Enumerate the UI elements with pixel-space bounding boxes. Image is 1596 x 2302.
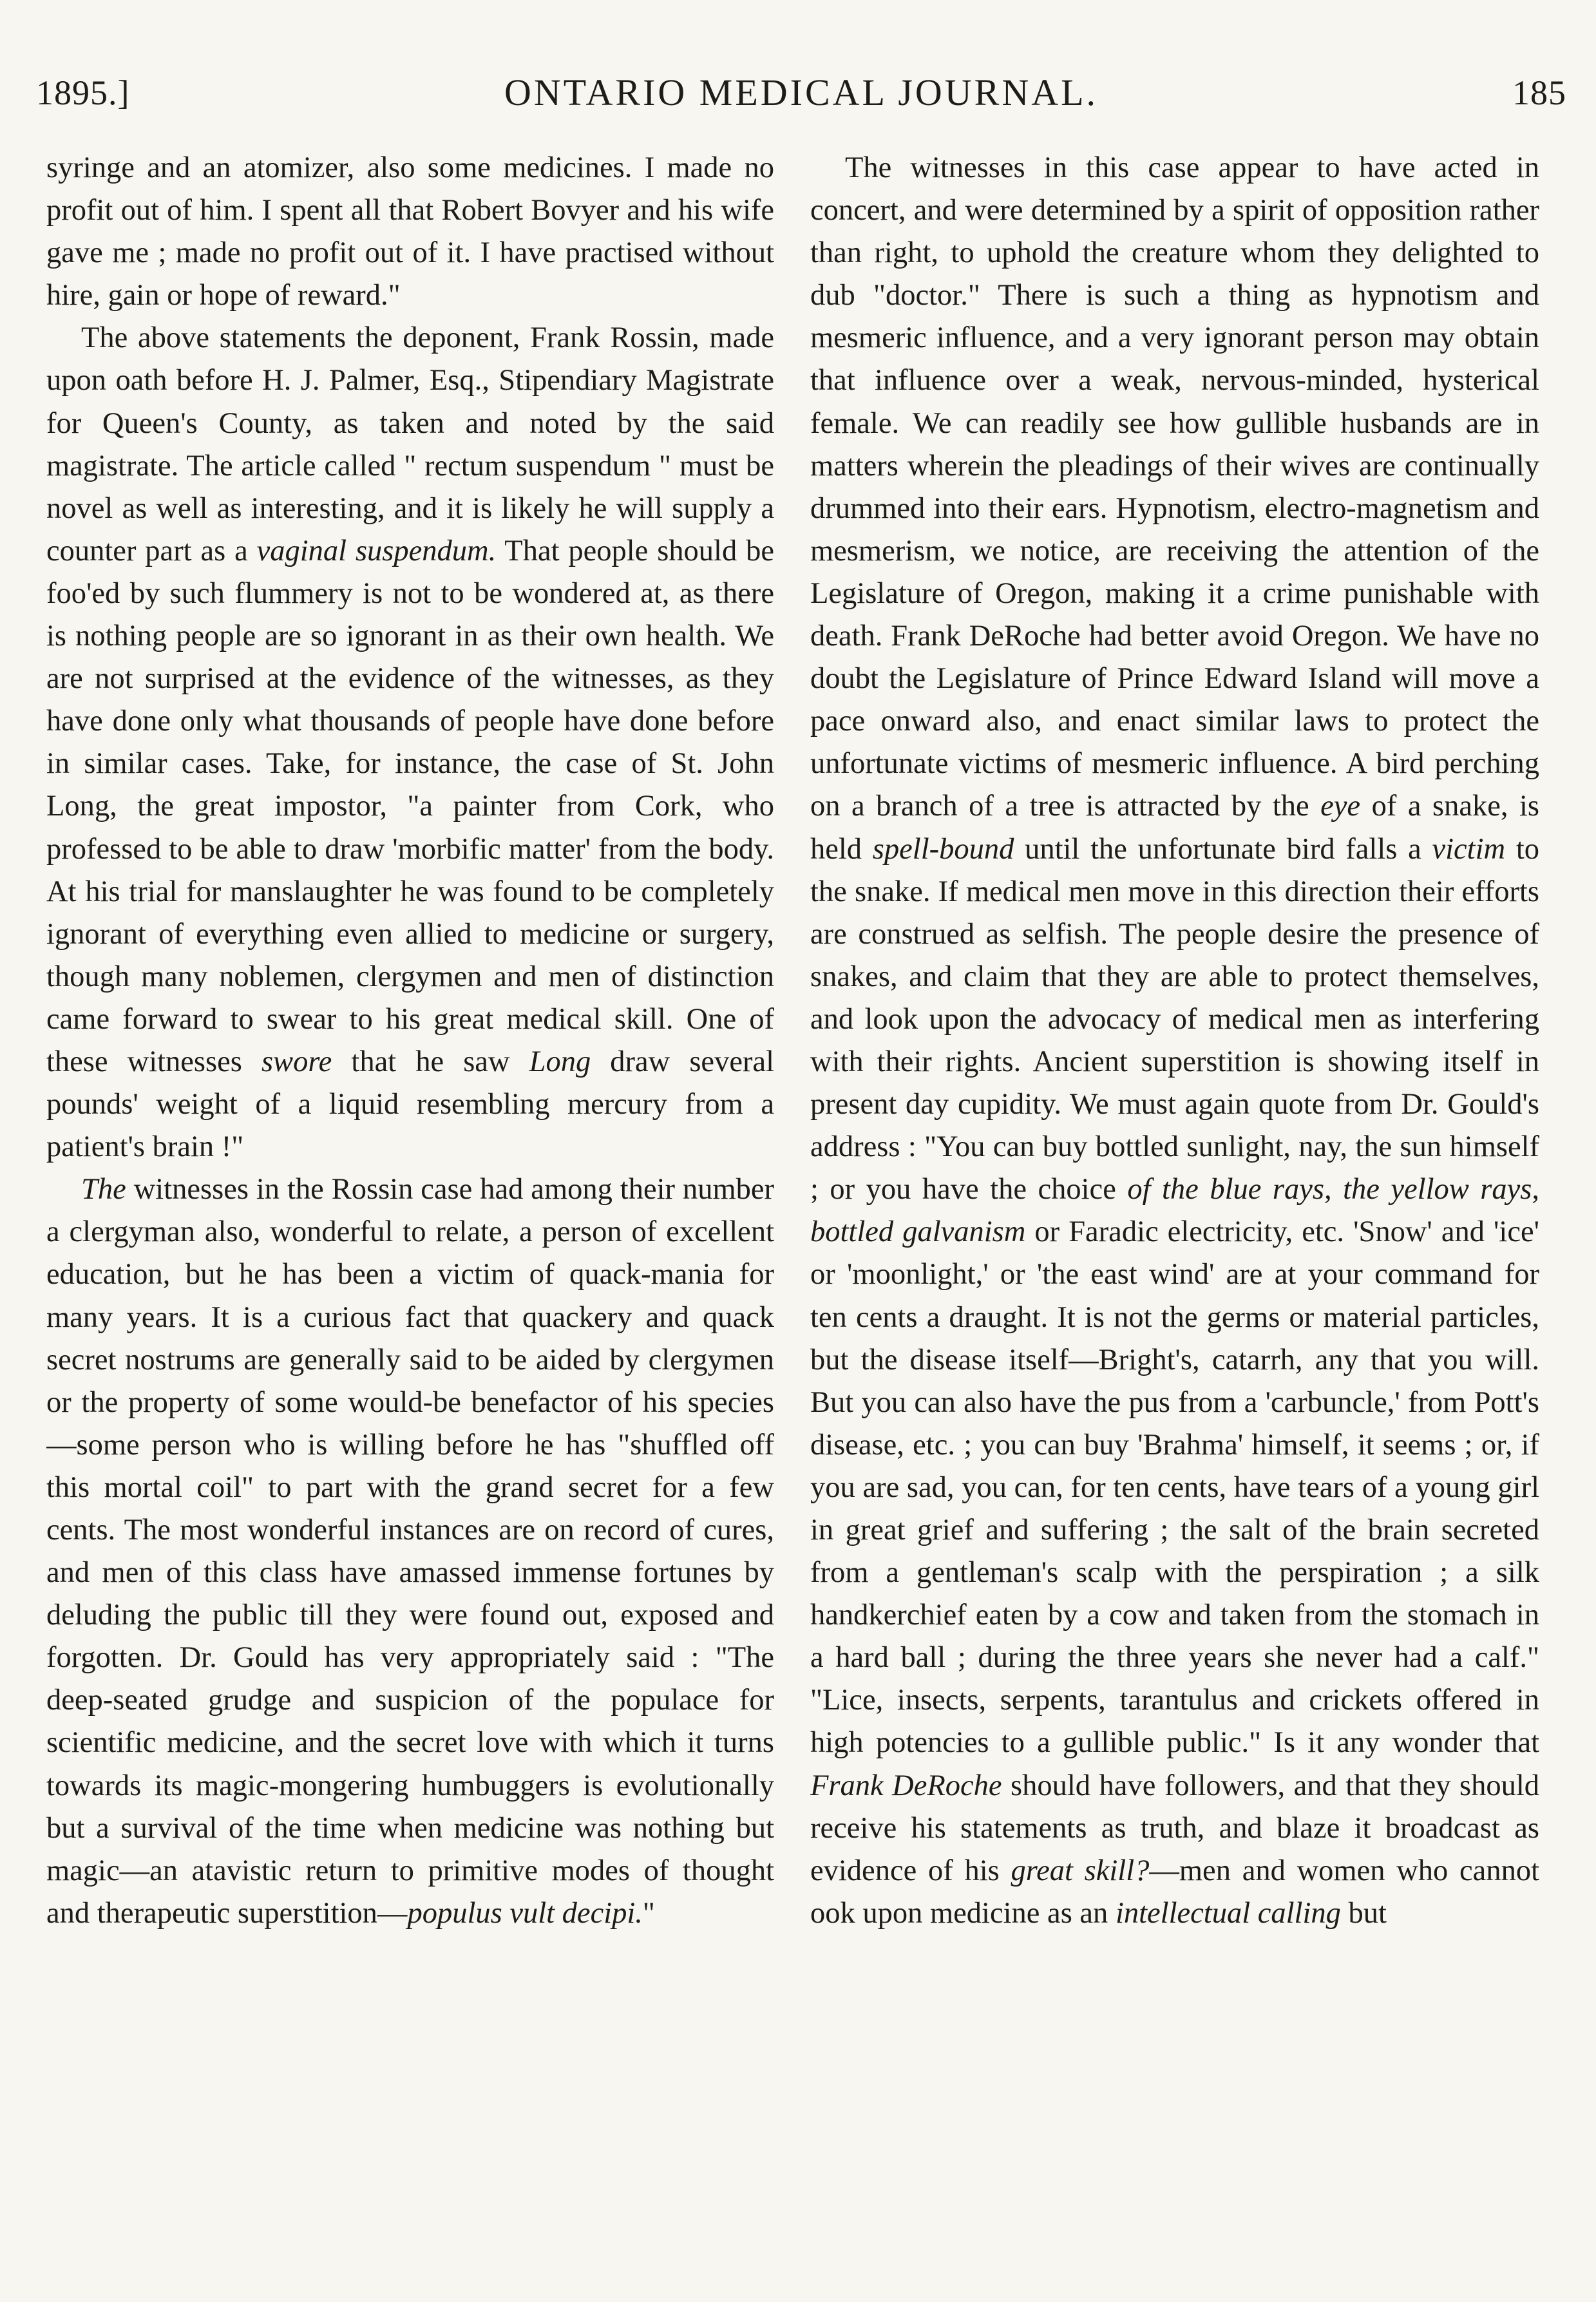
right-column xyxy=(810,147,1539,2272)
header-year: 1895.] xyxy=(36,73,130,112)
left-paragraph-2: The above statements the deponent, Frank Rossin, made upon oath before H. J. Palmer, Esq., Stipendiary Magistrate for Queen's County, as taken and noted by the said magistrate. The article called " rectum suspendum " must be novel as well as interesting, and it is likely he will supply a counter part as a vaginal suspendum. That people should be foo'ed by such flummery is not to be wondered at, as there is nothing people are so ignorant in as their own health. We are not surprised at the evidence of the witnesses, as they have done only what thousands of people have done before in similar cases. Take, for instance, the case of St. John Long, the great impostor, "a painter from Cork, who professed to be able to draw 'morbific matter' from the body. At his trial for manslaughter he was found to be completely ignorant of everything even allied to medicine or surgery, though many noblemen, clergymen and men of distinction came forward to swear to his great medical skill. One of these witnesses swore that he saw Long draw several pounds' weight of a liquid resembling mercury from a patient's brain !" xyxy=(46,321,774,1164)
left-column xyxy=(46,147,774,2272)
journal-title: ONTARIO MEDICAL JOURNAL. xyxy=(504,71,1099,113)
running-header xyxy=(36,67,1566,119)
left-paragraph-1: syringe and an atomizer, also some medicines. I made no profit out of him. I spent all that Robert Bovyer and his wife gave me ; made no profit out of it. I have practised without hire, gain or hope of reward." xyxy=(46,151,774,312)
page-number: 185 xyxy=(1512,73,1566,112)
left-paragraph-3: The witnesses in the Rossin case had among their number a clergyman also, wonderful to relate, a person of excellent education, but he has been a victim of quack-mania for many years. It is a curious fact that quackery and quack secret nostrums are generally said to be aided by clergymen or the property of some would-be benefactor of his species—some person who is willing before he has "shuffled off this mortal coil" to part with the grand secret for a few cents. The most wonderful instances are on record of cures, and men of this class have amassed immense fortunes by deluding the public till they were found out, exposed and forgotten. Dr. Gould has very appropriately said : "The deep-seated grudge and suspicion of the populace for scientific medicine, and the secret love with which it turns towards its magic-mongering humbuggers is evolutionally but a survival of the time when medicine was nothing but magic—an atavistic return to primitive modes of thought and therapeutic superstition—populus vult decipi." xyxy=(46,1173,774,1930)
right-paragraph-1: The witnesses in this case appear to have acted in concert, and were determined by a spirit of opposition rather than right, to uphold the creature whom they delighted to dub "doctor." There is such a thing as hypnotism and mesmeric influence, and a very ignorant person may obtain that influence over a weak, nervous-minded, hysterical female. We can readily see how gullible husbands are in matters wherein the pleadings of their wives are continually drummed into their ears. Hypnotism, electro-magnetism and mesmerism, we notice, are receiving the attention of the Legislature of Oregon, making it a crime punishable with death. Frank DeRoche had better avoid Oregon. We have no doubt the Legislature of Prince Edward Island will move a pace onward also, and enact similar laws to protect the unfortunate victims of mesmeric influence. A bird perching on a branch of a tree is attracted by the eye of a snake, is held spell-bound until the unfortunate bird falls a victim to the snake. If medical men move in this direction their efforts are construed as selfish. The people desire the presence of snakes, and claim that they are able to protect themselves, and look upon the advocacy of medical men as interfering with their rights. Ancient superstition is showing itself in present day cupidity. We must again quote from Dr. Gould's address : "You can buy bottled sunlight, nay, the sun himself ; or you have the choice of the blue rays, the yellow rays, bottled galvanism or Faradic electricity, etc. 'Snow' and 'ice' or 'moonlight,' or 'the east wind' are at your command for ten cents a draught. It is not the germs or material particles, but the disease itself—Bright's, catarrh, any that you will. But you can also have the pus from a 'carbuncle,' from Pott's disease, etc. ; you can buy 'Brahma' himself, it seems ; or, if you are sad, you can, for ten cents, have tears of a young girl in great grief and suffering ; the salt of the brain secreted from a gentleman's scalp with the perspiration ; a silk handkerchief eaten by a cow and taken from the stomach in a hard ball ; during the three years she never had a calf." "Lice, insects, serpents, tarantulus and crickets offered in high potencies to a gullible public." Is it any wonder that Frank DeRoche should have followers, and that they should receive his statements as truth, and blaze it broadcast as evidence of his great skill?—men and women who cannot ook upon medicine as an intellectual calling but xyxy=(810,151,1539,1930)
